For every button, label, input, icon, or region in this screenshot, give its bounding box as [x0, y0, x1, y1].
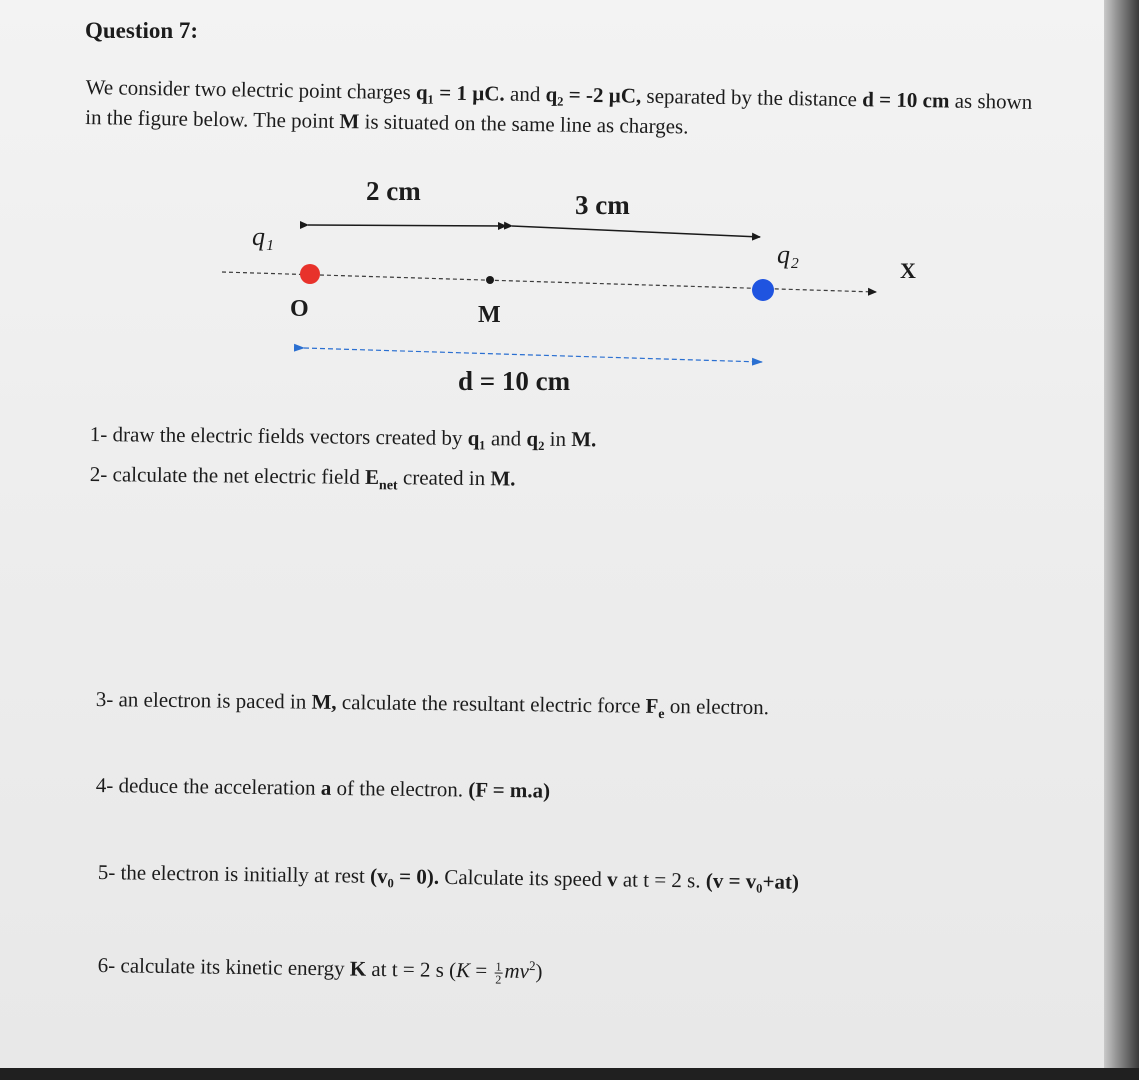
- arrow-d-10cm: [304, 348, 762, 362]
- item-5-v0: (v₀ = 0).: [369, 863, 440, 889]
- q2-expression: q₂ = -2 µC,: [545, 82, 642, 108]
- item-5-speed-text: Calculate its speed: [438, 864, 608, 892]
- item-4-formula: (F = m.a): [468, 777, 551, 803]
- item-6-text: 6- calculate its kinetic energy: [97, 952, 350, 981]
- q1-charge-dot: [300, 264, 320, 284]
- label-m: M: [478, 302, 501, 328]
- item-3-text: 3- an electron is paced in: [95, 686, 312, 714]
- fraction-numerator: 1: [495, 959, 502, 974]
- item-2-e: E: [364, 464, 380, 490]
- label-3cm: 3 cm: [575, 190, 630, 220]
- item-3-end: on electron.: [664, 693, 770, 720]
- fraction-denominator: 2: [495, 972, 502, 987]
- item-1-text: 1- draw the electric fields vectors created by: [89, 421, 468, 450]
- item-1-q1: q₁: [467, 425, 486, 451]
- label-x-axis: X: [900, 258, 916, 283]
- question-intro: [85, 72, 1046, 147]
- item-3-sub: e: [658, 707, 665, 723]
- q1-expression: q₁ = 1 µC.: [415, 80, 505, 106]
- item-4-text: 4- deduce the acceleration: [95, 772, 322, 800]
- label-q2: q₂: [777, 240, 800, 269]
- question-item-2: [90, 460, 516, 502]
- item-5-v: v: [606, 867, 618, 892]
- item-6-mv: mv: [504, 958, 530, 984]
- question-item-1: [90, 420, 597, 453]
- item-3-m: M,: [311, 689, 337, 714]
- d-value: 10 cm: [896, 87, 950, 113]
- item-1-in: in: [544, 426, 572, 452]
- item-5-time: at t = 2 s.: [617, 867, 706, 893]
- monitor-bezel-bottom: [0, 1068, 1139, 1080]
- item-6-time: at t = 2 s (: [365, 956, 457, 983]
- item-6-equals: =: [469, 958, 493, 983]
- item-1-m: M.: [571, 427, 597, 452]
- item-6-exponent: 2: [528, 958, 536, 974]
- item-6-k-var: K: [455, 958, 471, 983]
- item-1-q2: q₂: [526, 426, 545, 451]
- item-6-k: K: [349, 956, 367, 981]
- question-item-5: [98, 858, 800, 896]
- question-item-4: [96, 771, 551, 805]
- item-4-a: a: [320, 775, 332, 800]
- item-4-electron: of the electron.: [331, 775, 469, 802]
- item-5-formula: (v = v₀+at): [705, 868, 800, 894]
- intro-text-4: as shown in the figure below. The point: [85, 88, 1033, 133]
- item-6-fraction: [494, 960, 502, 985]
- question-item-6: [98, 946, 543, 986]
- charges-diagram: [200, 168, 960, 408]
- x-axis-line: [222, 272, 876, 292]
- item-5-text: 5- the electron is initially at rest: [97, 859, 371, 888]
- item-2-created: created in: [397, 465, 491, 491]
- label-distance: d = 10 cm: [458, 366, 571, 396]
- item-6-close: ): [535, 959, 543, 984]
- intro-text-5: is situated on the same line as charges.: [359, 109, 689, 139]
- intro-text-3: separated by the distance: [641, 83, 863, 112]
- q2-charge-dot: [752, 279, 774, 301]
- arrow-3cm: [512, 226, 760, 237]
- d-label: d =: [862, 87, 892, 112]
- point-m: M: [339, 108, 360, 134]
- intro-text-1: We consider two electric point charges: [85, 74, 417, 105]
- arrow-2cm: [308, 225, 506, 226]
- item-3-f: F: [645, 693, 659, 718]
- item-3-force-text: calculate the resultant electric force: [336, 689, 646, 718]
- item-2-text: 2- calculate the net electric field: [89, 461, 366, 489]
- question-item-3: [96, 685, 770, 730]
- monitor-bezel-right: [1104, 0, 1139, 1080]
- item-2-m: M.: [490, 466, 516, 491]
- label-q1: q₁: [252, 222, 275, 251]
- item-2-sub: net: [378, 478, 398, 494]
- m-point-dot: [486, 276, 494, 284]
- label-2cm: 2 cm: [366, 176, 421, 206]
- intro-text-2: and: [504, 81, 546, 107]
- label-origin: O: [290, 296, 309, 322]
- item-1-and: and: [485, 426, 527, 451]
- question-title: Question 7:: [85, 18, 199, 43]
